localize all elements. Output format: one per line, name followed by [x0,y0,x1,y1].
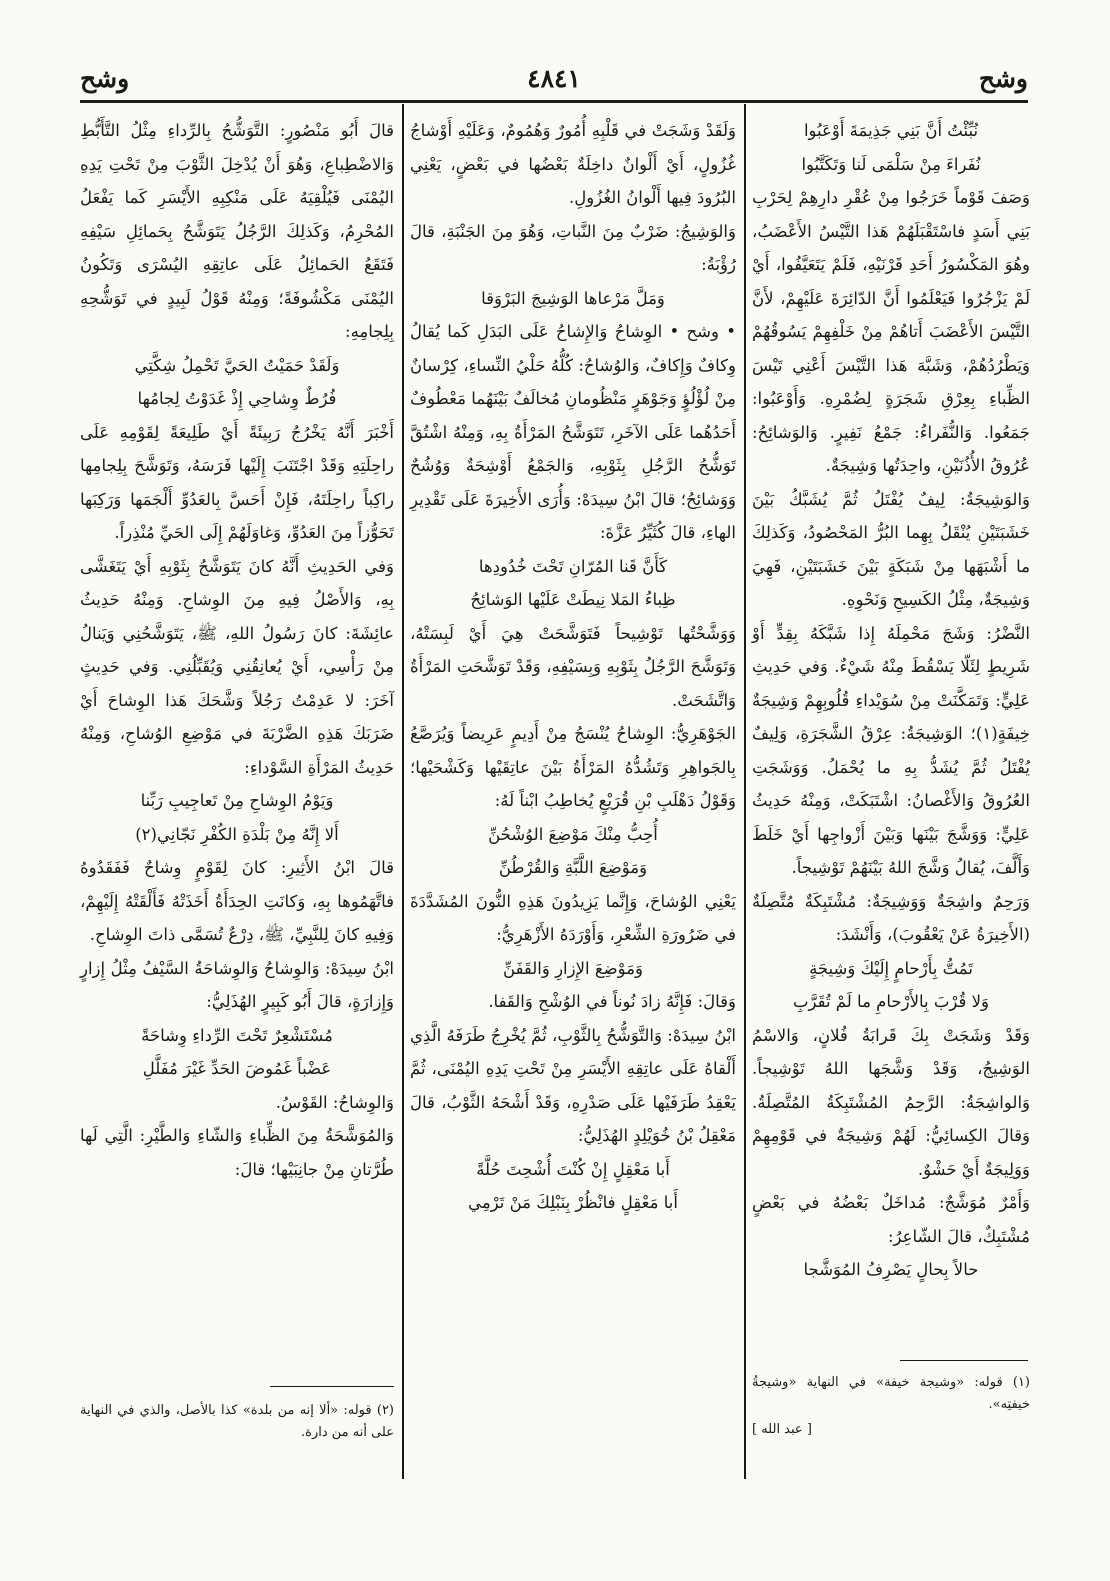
verse-line: عَضْباً غَمُوضَ الحَدِّ غَيْرَ مُفَلَّلِ [142,1059,332,1078]
verse-line: أَلا إِنَّهُ مِنْ بَلْدَةِ الكُفْرِ نَجّانِي(٢) [135,824,339,844]
text-column-middle [410,114,736,1220]
verse-line: أُحِبُّ مِنْكَ مَوْضِعَ الوُشْحُنِّ [488,824,658,844]
verse-line: ظِباءُ المَلا نِيطَتْ عَلَيْها الوَشائِحُ [470,590,676,609]
verse-line: مُسْتَشْعِرٌ تَحْتَ الرِّداءِ وِشاحَةً [141,1025,333,1045]
column-divider [402,104,404,1479]
entry-paragraph: النَّضْرُ: وَشَجَ مَحْمِلَهُ إِذا شَبَّكَهُ بِقِدٍّ أَوْ شَرِيطٍ لِئَلّا يَسْقُطَ مِنْهُ شَيْءٌ. وَفي حَدِيثِ عَلِيٍّ: وَتَمَكَّنَتْ مِنْ سُوَيْداءِ قُلُوبِهِمْ وَشِيجَةٌ خِيفَةٍ(١)؛ الوَشِيجَةُ: عِرْقُ الشَّجَرَةِ، وَلِيفٌ يُفْتَلُ ثُمَّ يُشَدُّ بِهِ ما يُحْمَلُ. وَوَشَجَتِ العُرُوقُ وَالأَغْصانُ: اشْتَبَكَتْ، وَمِنْهُ حَدِيثُ عَلِيٍّ: وَوَشَّجَ بَيْنَها وَبَيْنَ أَزْواجِها أَيْ خَلَطَ وَأَلَّفَ، يُقالُ وَشَّجَ اللهُ بَيْنَهُمْ تَوْشِيجاً. [752,623,1030,877]
page-number: ٤٨٤١ [527,64,581,93]
entry-paragraph: ابْنُ سِيدَهْ: وَالتَّوَشُّحُ بِالثَّوْبِ، ثُمَّ يُخْرِجُ طَرَفَهُ الَّذِي أَلْقاهُ عَلَى عاتِقِهِ الأَيْسَرِ مِنْ تَحْتِ يَدِهِ اليُمْنَى، ثُمَّ يَعْقِدُ طَرَفَيْها عَلَى صَدْرِهِ، وَقَدْ أَشْحَهُ الثَّوْبُ، قالَ مَعْقِلُ بْنُ خُوَيْلِدٍ الهُذَلِيُّ: [410,1025,736,1145]
running-headword-left: وشح [80,64,130,93]
entry-paragraph: وَرَحِمٌ واشِجَةٌ وَوَشِيجَةٌ: مُشْتَبِكَةٌ مُتَّصِلَةٌ (الأَخِيرَةُ عَنْ يَعْقُوبَ)، وَأَنْشَدَ: [752,891,1030,944]
entry-paragraph: وَالمُوَشَّحَةُ مِنَ الظِّباءِ وَالشّاءِ وَالطَّيْرِ: الَّتِي لَها طُرَّتانِ مِنْ جانِبَيْها؛ قالَ: [80,1126,394,1179]
entry-paragraph: وَقالَ: فَإِنَّهُ زادَ نُوناً في الوُشْحِ وَالقَفا. [488,992,736,1011]
footnote-rule [270,1386,394,1387]
verse-line: حالاً بِحالٍ يَصْرِفُ المُوَشَّجا [803,1260,979,1279]
verse-line: نُبِّئْتُ أَنَّ بَنِي جَذِيمَةَ أَوْعَبُوا [803,121,979,140]
verse-line: نُفَراءَ مِنْ سَلْمَى لَنا وَتَكَتَّبُوا [801,154,981,174]
entry-paragraph: قالَ أَبُو مَنْصُورٍ: التَّوَشُّحُ بِالرِّداءِ مِثْلُ التَّأَبُّطِ وَالاضْطِباعِ، وَهُوَ أَنْ يُدْخِلَ الثَّوْبَ مِنْ تَحْتِ يَدِهِ اليُمْنَى فَيُلْقِيَهُ عَلَى مَنْكِبِهِ الأَيْسَرِ كَما يَفْعَلُ المُحْرِمُ، وَكَذلِكَ الرَّجُلُ يَتَوَشَّحُ بِحَمائِلِ سَيْفِهِ فَتَقَعُ الحَمائِلُ عَلَى عاتِقِهِ اليُسْرَى وَتَكُونُ اليُمْنَى مَكْشُوفَةً؛ وَمِنْهُ قَوْلُ لَبِيدٍ في تَوَشُّحِهِ بِلِجامِهِ: [80,121,394,341]
entry-paragraph: وَأَمْرٌ مُوَشَّجٌ: مُداخَلٌ بَعْضُهُ في بَعْضٍ مُشْتَبِكٌ، قالَ الشّاعِرُ: [752,1193,1030,1246]
entry-paragraph: ابْنُ سِيدَهْ: وَالوِشاحُ وَالوِشاحَةُ السَّيْفُ مِثْلُ إِزارٍ وَإِزارَةٍ، قالَ أَبُو كَبِيرٍ الهُذَلِيُّ: [80,958,394,1011]
column-divider [744,104,746,1479]
verse-line: وَلَقَدْ حَمَيْتُ الحَيَّ تَحْمِلُ شِكَّتِي [134,355,340,375]
entry-paragraph: وَلَقَدْ وَشَجَتْ في قَلْبِهِ أُمُورٌ وَهُمُومٌ، وَعَلَيْهِ أَوْشاجُ غُزُولٍ، أَيْ أَلْوانٌ داخِلَةٌ بَعْضُها في بَعْضٍ، يَعْنِي البُرُودَ فِيها أَلْوانُ الغُزُولِ. [410,121,736,207]
entry-paragraph: يَعْنِي الوُشاحَ، وَإِنَّما يَزِيدُونَ هَذِهِ النُّونَ المُشَدَّدَةَ في ضَرُورَةِ الشِّعْرِ، وَأَوْرَدَهُ الأَزْهَرِيُّ: [410,891,736,944]
entry-paragraph: قالَ ابْنُ الأَثِيرِ: كانَ لِقَوْمٍ وِشاحٌ فَفَقَدُوهُ فاتَّهَمُوها بِهِ، وَكانَتِ الحِدَأَةُ أَخَذَتْهُ فَأَلْقَتْهُ إِلَيْهِمْ، وَفِيهِ كانَ لِلنَّبِيِّ، ﷺ، دِرْعٌ تُسَمَّى ذاتَ الوِشاحِ. [80,858,394,944]
running-headword-right: وشح [978,64,1028,93]
verse-line: أَبا مَعْقِلٍ فانْظُرْ بِنَبْلِكَ مَنْ تَرْمِي [468,1193,678,1212]
verse-line: وَمَلَّ مَرْعاها الوَشِيجَ البَرْوَقا [481,288,665,308]
header-rule [80,100,1028,103]
verse-line: فُرُطٌ وِشاحِي إِذْ غَدَوْتُ لِجامُها [137,389,337,408]
entry-paragraph: وَوَشَّحْتُها تَوْشِيحاً فَتَوَشَّحَتْ هِيَ أَيْ لَبِسَتْهُ، وَتَوَشَّحَ الرَّجُلُ بِثَوْبِهِ وَبِسَيْفِهِ، وَقَدْ تَوَشَّحَتِ المَرْأَةُ وَاتَّشَحَتْ. [410,623,736,710]
verse-line: وَلا قُرْبَ بِالأَرْحامِ ما لَمْ تُقَرَّبِ [792,992,990,1011]
entry-paragraph: وَقَدْ وَشَجَتْ بِكَ قَرابَةُ فُلانٍ، وَالاسْمُ الوَشِيجُ، وَقَدْ وَشَّجَها اللهُ تَوْشِيجاً. وَالواشِجَةُ: الرَّحِمُ المُشْتَبِكَةُ المُتَّصِلَةُ. وَقالَ الكِسائِيُّ: لَهُمْ وَشِيجَةٌ في قَوْمِهِمْ وَوَلِيجَةٌ أَيْ حَشْوٌ. [752,1025,1030,1179]
entry-paragraph: وَالوَشِيجَةُ: لِيفٌ يُفْتَلُ ثُمَّ يُشَبَّكُ بَيْنَ خَشَبَتَيْنِ يُنْقَلُ بِهِما البُرُّ المَحْصُودُ، وَكَذلِكَ ما أَشْبَهَها مِنْ شَبَكَةٍ بَيْنَ خَشَبَتَيْنِ، فَهِيَ وَشِيجَةٌ، مِثْلُ الكَسِيحِ وَنَحْوِهِ. [752,489,1030,609]
verse-line: أَبا مَعْقِلٍ إِنْ كُنْتَ أُشْحِتَ حُلَّةً [476,1159,670,1179]
entry-paragraph: وَالوَشِيجُ: ضَرْبٌ مِنَ النَّباتِ، وَهُوَ مِنَ الجَنْبَةِ، قالَ رُؤْبَةُ: [410,221,736,274]
footnote-text: (١) قوله: «وشيجة خيفة» في النهاية «وشيجةُ خيفتِه». [752,1375,1030,1412]
verse-line: وَمَوْضِعَ اللَّبَّةِ وَالقُرْطُنِّ [498,858,648,877]
entry-paragraph: وَصَفَ قَوْماً خَرَجُوا مِنْ عُقْرِ دارِهِمْ لِحَرْبِ بَنِي أَسَدٍ فاسْتَقْبَلَهُمْ هَذا التَّيْسُ الأَعْضَبُ، وهُوَ المَكْسُورُ أَحَدِ قَرْنَيْهِ، فَلَمْ يَتَعَيَّفُوا، أَيْ لَمْ يَزْجُرُوا فَيَعْلَمُوا أَنَّ الدّائِرَةَ عَلَيْهِمْ، لأَنَّ التَّيْسَ الأَعْضَبَ أَتاهُمْ مِنْ خَلْفِهِمْ يَسُوقُهُمْ وَيَطْرُدُهُمْ، وَشَبَّهَ هَذا التَّيْسَ أَعْنِي تَيْسَ الظِّباءِ بِعِرْقِ شَجَرَةٍ لِضُمْرِهِ. وَأَوْعَبُوا: جَمَعُوا. وَالنُّفَراءُ: جَمْعُ نَفِيرٍ. وَالوَشائِحُ: عُرُوقُ الأُذُنَيْنِ، واحِدَتُها وَشِيجَةٌ. [752,188,1030,475]
footnote-right [752,1372,1030,1440]
entry-paragraph: وَفي الحَدِيثِ أَنَّهُ كانَ يَتَوَشَّحُ بِثَوْبِهِ أَيْ يَتَغَشَّى بِهِ، وَالأَصْلُ فِيهِ مِنَ الوِشاحِ. وَمِنْهُ حَدِيثُ عائِشَةَ: كانَ رَسُولُ اللهِ، ﷺ، يَتَوَشَّحُنِي وَيَنالُ مِنْ رَأْسِي، أَيْ يُعانِقُنِي وَيُقَبِّلُنِي. وَفي حَدِيثٍ آخَرَ: لا عَدِمْتُ رَجُلاً وَشَّحَكَ هَذا الوِشاحَ أَيْ ضَرَبَكَ هَذِهِ الضَّرْبَةَ في مَوْضِعِ الوُشاحِ، وَمِنْهُ حَدِيثُ المَرْأَةِ السَّوْداءِ: [80,556,394,777]
text-column-right [752,114,1030,1287]
entry-paragraph: الجَوْهَرِيُّ: الوِشاحُ يُنْسَجُ مِنْ أَدِيمٍ عَرِيضاً وَيُرَصَّعُ بِالجَواهِرِ وَتَشُدُّهُ المَرْأَةُ بَيْنَ عاتِقَيْها وَكَشْحَيْها؛ وَقَوْلُ دَهْلَبِ بْنِ قُرَيْعٍ يُخاطِبُ ابْناً لَهُ: [410,724,736,810]
footnote-rule [900,1360,1028,1361]
verse-line: كَأَنَّ قَنا المُرّانِ تَحْتَ خُدُودِها [478,556,668,576]
verse-line: تَمُتُّ بِأَرْحامٍ إِلَيْكَ وَشِيجَةٍ [809,958,973,978]
entry-heading-paragraph: • وشح • الوِشاحُ وَالإِشاحُ عَلَى البَدَلِ كَما يُقالُ وِكافٌ وَإِكافٌ، وَالوُشاحُ: كُلُّهُ حَلْيُ النِّساءِ، كِرْسانٌ مِنْ لُؤْلُؤٍ وَجَوْهَرٍ مَنْظُومانِ مُخالَفٌ بَيْنَهُما مَعْطُوفٌ أَحَدُهُما عَلَى الآخَرِ، تَتَوَشَّحُ المَرْأَةُ بِهِ، وَمِنْهُ اشْتُقَّ تَوَشُّحُ الرَّجُلِ بِثَوْبِهِ، وَالجَمْعُ أَوْشِحَةٌ وَوُشُحٌ وَوَشائِحُ؛ قالَ ابْنُ سِيدَهْ: وَأُرَى الأَخِيرَةَ عَلَى تَقْدِيرِ الهاءِ، قالَ كُثَيِّرُ عَزَّةَ: [410,322,736,542]
entry-paragraph: وَالوِشاحُ: القَوْسُ. [275,1092,394,1112]
editor-signature: [ عبد الله ] [752,1422,812,1437]
entry-paragraph: أَخْبَرَ أَنَّهُ يَخْرُجُ رَبِيئَةً أَيْ طَلِيعَةً لِقَوْمِهِ عَلَى راحِلَتِهِ وَقَدْ اجْتَنَبَ إِلَيْها فَرَسَهُ، وَتَوَشَّحَ بِلِجامِها راكِباً راحِلَتَهُ، فَإِنْ أَحَسَّ بِالعَدُوِّ أَلْجَمَها وَرَكِبَها تَحَوُّزاً مِنَ العَدُوِّ، وَغاوَلَهُمْ إِلَى الحَيِّ مُنْذِراً. [80,422,394,542]
page-header [80,64,1028,104]
verse-line: وَمَوْضِعَ الإِزارِ وَالقَفَنِّ [503,958,643,978]
verse-line: وَيَوْمُ الوِشاحِ مِنْ تَعاجِيبِ رَبِّنا [140,791,334,810]
text-column-left [80,114,394,1186]
footnote-left: (٢) قوله: «ألا إنه من بلدة» كذا بالأصل، والذي في النهاية على أنه من دارة. [80,1403,394,1440]
